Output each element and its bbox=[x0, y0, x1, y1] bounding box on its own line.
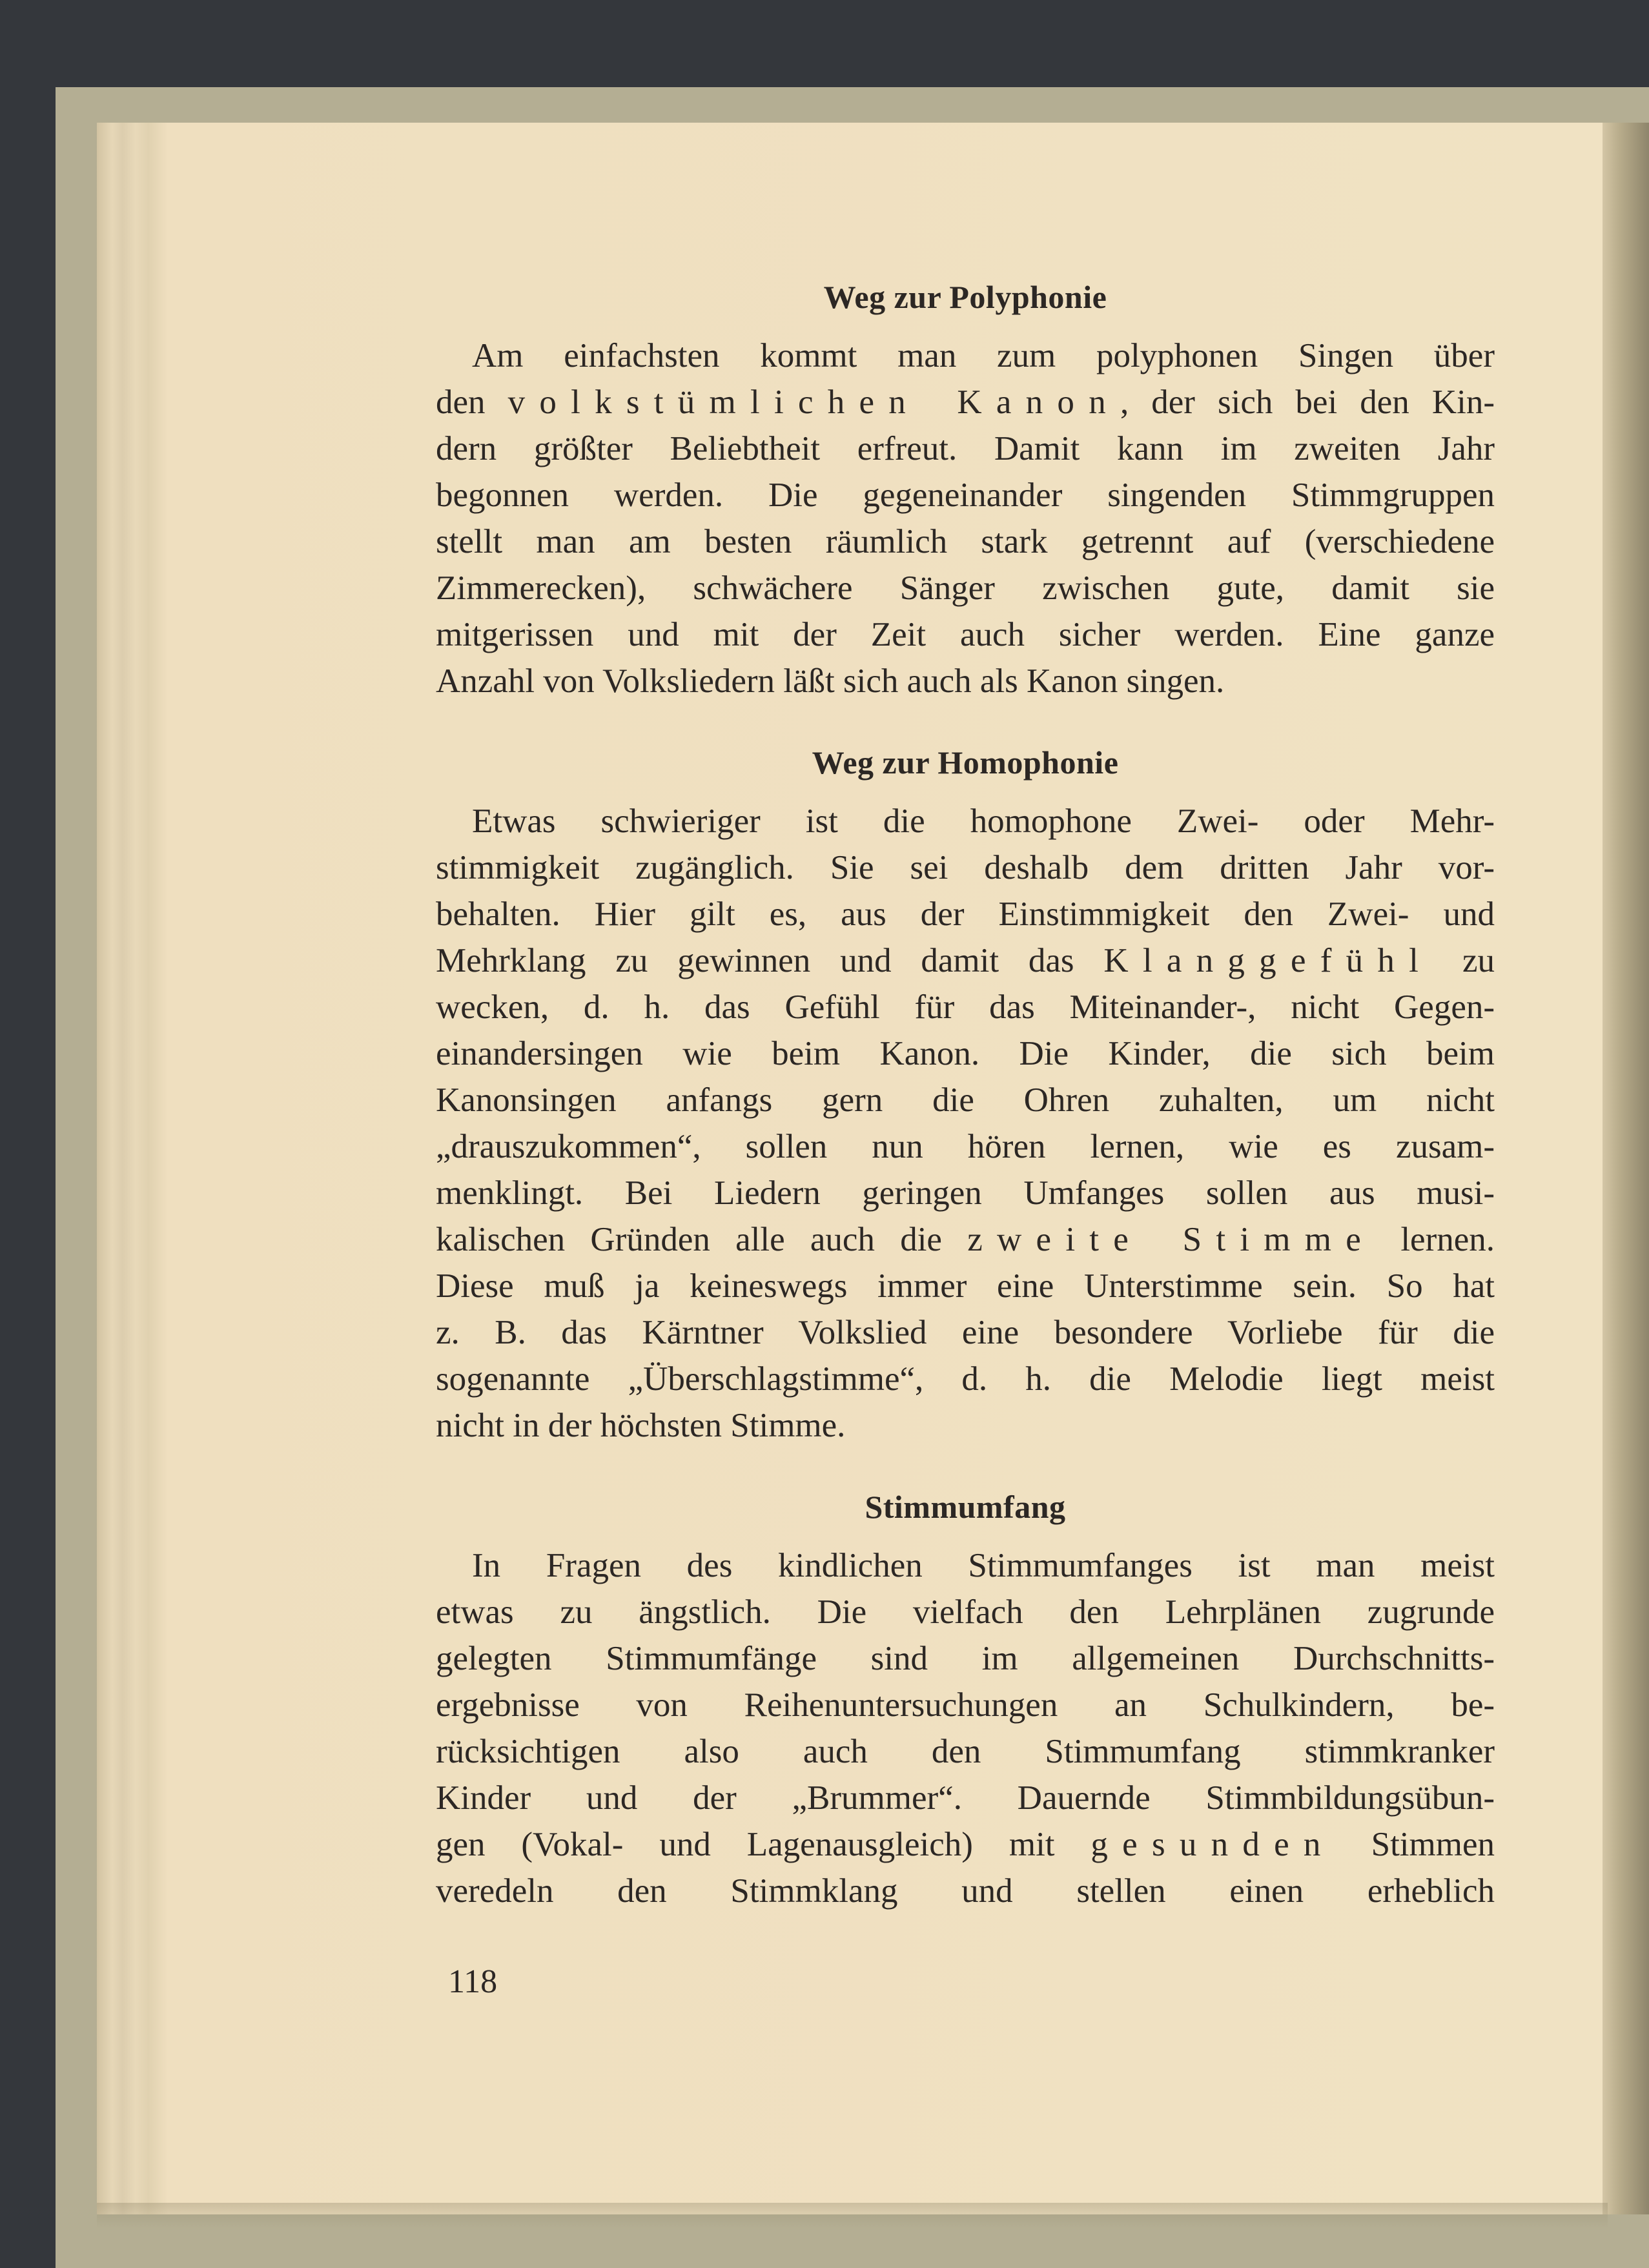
text-line: mitgerissen und mit der Zeit auch sicher werden. Eine ganze bbox=[436, 616, 1495, 653]
text-line: etwas zu ängstlich. Die vielfach den Lehrplänen zugrunde bbox=[436, 1593, 1495, 1631]
section-heading: Stimmumfang bbox=[865, 1489, 1066, 1525]
text-line: stimmigkeit zugänglich. Sie sei deshalb dem dritten Jahr vor- bbox=[436, 849, 1495, 886]
spaced-emphasis: volkstümlichen Kanon bbox=[507, 383, 1120, 421]
text-line: behalten. Hier gilt es, aus der Einstimmigkeit den Zwei- und bbox=[436, 895, 1495, 933]
section-paragraph bbox=[436, 1542, 1495, 1914]
text-line: Anzahl von Volksliedern läßt sich auch als Kanon singen. bbox=[436, 662, 1225, 700]
text-line: einandersingen wie beim Kanon. Die Kinder, die sich beim bbox=[436, 1035, 1495, 1072]
text-line: Diese muß ja keineswegs immer eine Unterstimme sein. So hat bbox=[436, 1267, 1495, 1305]
section-heading: Weg zur Homophonie bbox=[812, 744, 1119, 781]
text-line: sogenannte „Überschlagstimme“, d. h. die Melodie liegt meist bbox=[436, 1360, 1495, 1398]
page-body bbox=[436, 278, 1495, 1914]
spaced-emphasis: gesunden bbox=[1091, 1826, 1335, 1863]
text-line: gen (Vokal- und Lagenausgleich) mit gesunden Stimmen bbox=[436, 1826, 1495, 1863]
text-line: den volkstümlichen Kanon, der sich bei den Kin- bbox=[436, 383, 1495, 421]
text-line: ergebnisse von Reihenuntersuchungen an Schulkindern, be- bbox=[436, 1686, 1495, 1724]
page-number: 118 bbox=[448, 1963, 498, 2000]
spaced-emphasis: Klanggefühl bbox=[1103, 942, 1433, 979]
text-line: gelegten Stimmumfänge sind im allgemeinen Durchschnitts- bbox=[436, 1640, 1495, 1677]
section-paragraph bbox=[436, 798, 1495, 1449]
page-shadow bbox=[97, 2203, 1608, 2229]
text-line: Kanonsingen anfangs gern die Ohren zuhalten, um nicht bbox=[436, 1081, 1495, 1119]
text-line: dern größter Beliebtheit erfreut. Damit kann im zweiten Jahr bbox=[436, 430, 1495, 467]
text-line: Am einfachsten kommt man zum polyphonen Singen über bbox=[472, 337, 1495, 374]
text-line: Kinder und der „Brummer“. Dauernde Stimmbildungsübun- bbox=[436, 1779, 1495, 1817]
section-heading: Weg zur Polyphonie bbox=[823, 279, 1107, 315]
text-line: nicht in der höchsten Stimme. bbox=[436, 1407, 846, 1444]
text-line: In Fragen des kindlichen Stimmumfanges ist man meist bbox=[472, 1547, 1495, 1584]
text-line: z. B. das Kärntner Volkslied eine besondere Vorliebe für die bbox=[436, 1314, 1495, 1351]
text-line: rücksichtigen also auch den Stimmumfang stimmkranker bbox=[436, 1733, 1495, 1770]
text-line: kalischen Gründen alle auch die zweite Stimme lernen. bbox=[436, 1221, 1495, 1258]
text-line: Etwas schwieriger ist die homophone Zwei- oder Mehr- bbox=[472, 802, 1495, 840]
page-edge bbox=[1603, 123, 1649, 2214]
text-line: stellt man am besten räumlich stark getrennt auf (verschiedene bbox=[436, 523, 1495, 560]
text-line: begonnen werden. Die gegeneinander singenden Stimmgruppen bbox=[436, 476, 1495, 514]
text-line: „drauszukommen“, sollen nun hören lernen, wie es zusam- bbox=[436, 1128, 1495, 1165]
text-line: menklingt. Bei Liedern geringen Umfanges sollen aus musi- bbox=[436, 1174, 1495, 1212]
text-line: Zimmerecken), schwächere Sänger zwischen gute, damit sie bbox=[436, 569, 1495, 607]
text-line: Mehrklang zu gewinnen und damit das Klanggefühl zu bbox=[436, 942, 1495, 979]
section-paragraph bbox=[436, 332, 1495, 704]
text-line: veredeln den Stimmklang und stellen einen erheblich bbox=[436, 1872, 1495, 1910]
spaced-emphasis: zweite Stimme bbox=[967, 1221, 1376, 1258]
text-line: wecken, d. h. das Gefühl für das Miteinander-, nicht Gegen- bbox=[436, 988, 1495, 1026]
